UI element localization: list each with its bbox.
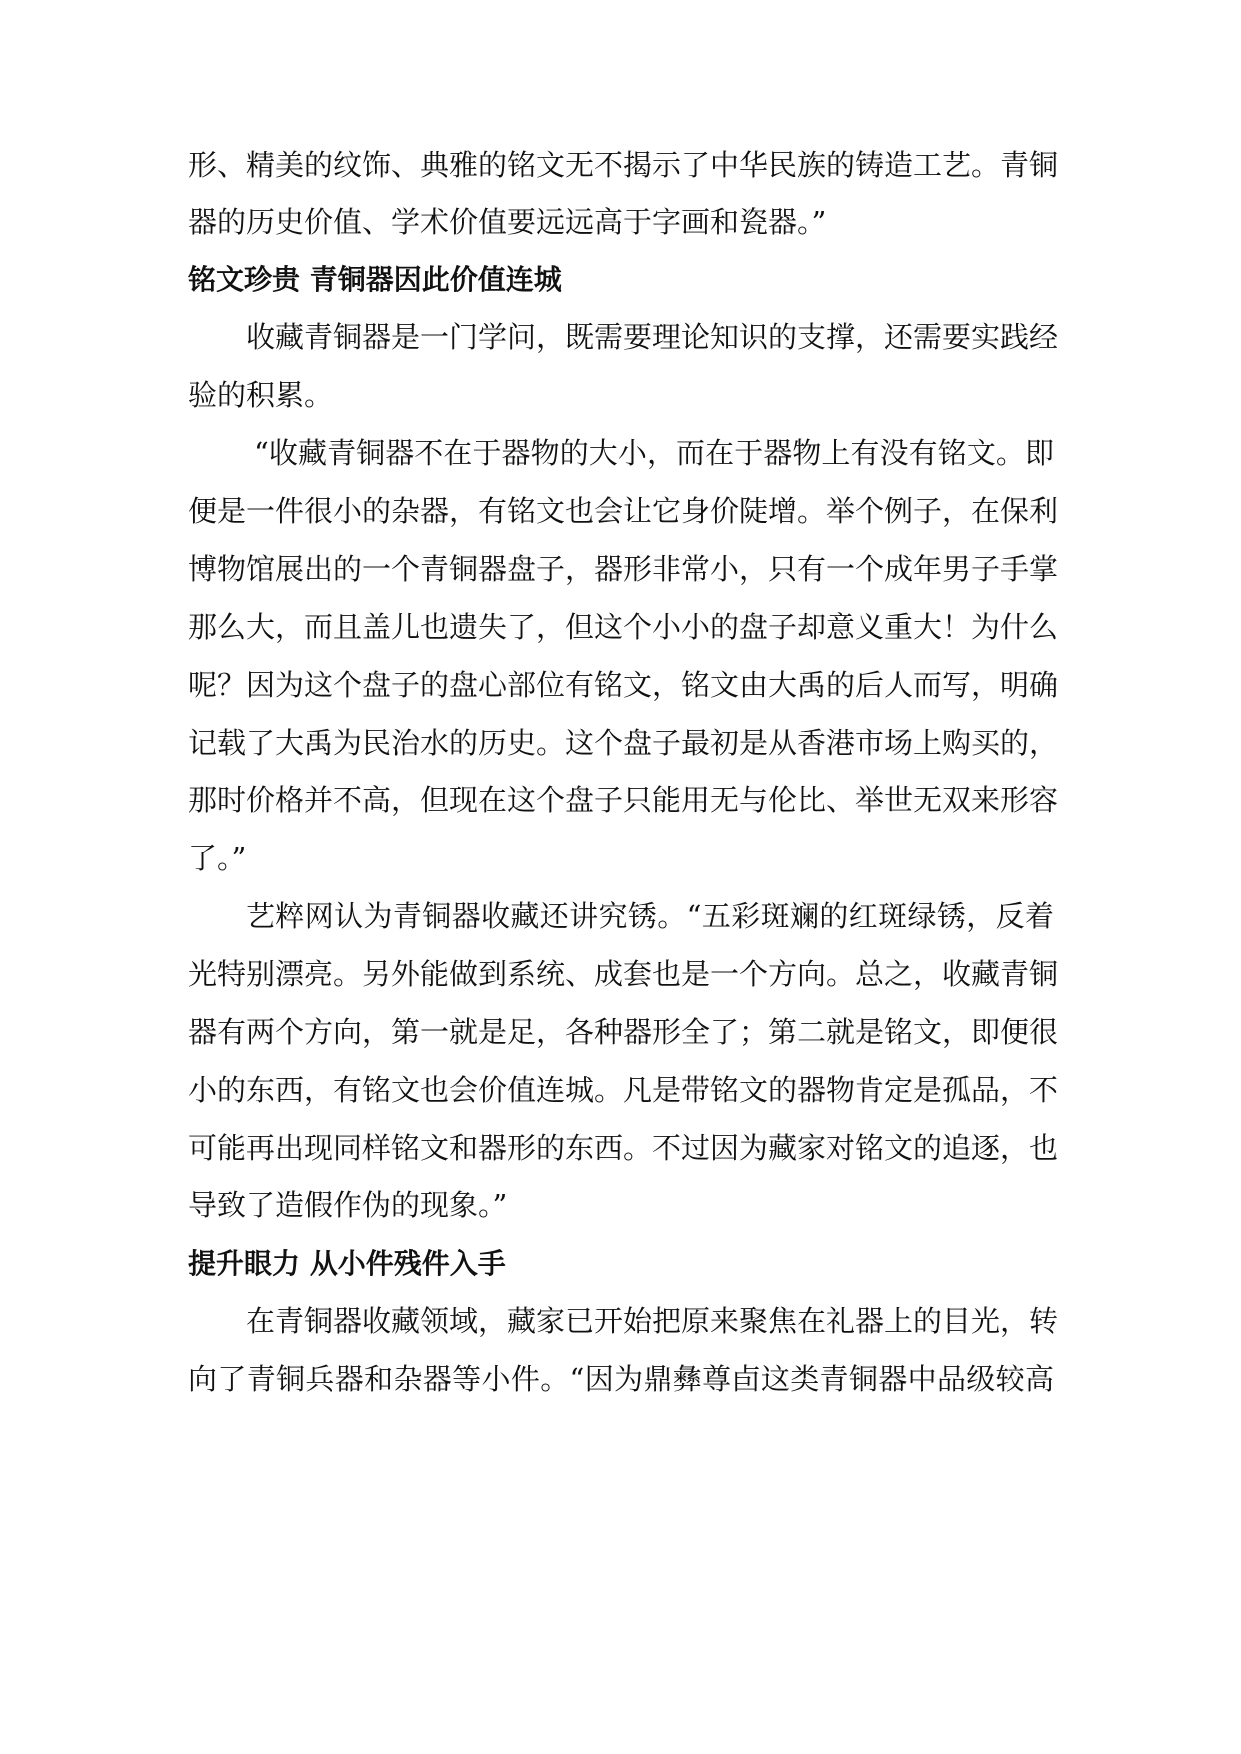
paragraph-line: 呢？因为这个盘子的盘心部位有铭文，铭文由大禹的后人而写，明确 [188,668,1059,702]
paragraph-line: 光特别漂亮。另外能做到系统、成套也是一个方向。总之，收藏青铜 [188,957,1059,991]
paragraph-line: 博物馆展出的一个青铜器盘子，器形非常小，只有一个成年男子手掌 [188,552,1059,586]
paragraph-line: 导致了造假作伪的现象。” [188,1188,508,1222]
paragraph-line: 艺粹网认为青铜器收藏还讲究锈。“五彩斑斓的红斑绿锈，反着 [246,899,1054,933]
paragraph-line: 便是一件很小的杂器，有铭文也会让它身价陡增。举个例子，在保利 [188,494,1059,528]
paragraph-line: 收藏青铜器是一门学问，既需要理论知识的支撑，还需要实践经 [246,320,1059,354]
paragraph-line: 向了青铜兵器和杂器等小件。“因为鼎彝尊卣这类青铜器中品级较高 [188,1362,1054,1396]
section-heading: 铭文珍贵 青铜器因此价值连城 [188,263,562,296]
paragraph-line: 那时价格并不高，但现在这个盘子只能用无与伦比、举世无双来形容 [188,783,1059,817]
paragraph-line: 器的历史价值、学术价值要远远高于字画和瓷器。” [188,205,827,239]
paragraph-line: 在青铜器收藏领域，藏家已开始把原来聚焦在礼器上的目光，转 [246,1304,1059,1338]
section-heading: 提升眼力 从小件残件入手 [188,1247,506,1280]
paragraph-line: 器有两个方向，第一就是足，各种器形全了；第二就是铭文，即便很 [188,1015,1059,1049]
paragraph-line: 那么大，而且盖儿也遗失了，但这个小小的盘子却意义重大！为什么 [188,610,1059,644]
paragraph-line: “收藏青铜器不在于器物的大小，而在于器物上有没有铭文。即 [254,436,1054,470]
paragraph-line: 可能再出现同样铭文和器形的东西。不过因为藏家对铭文的追逐，也 [188,1131,1059,1165]
paragraph-line: 记载了大禹为民治水的历史。这个盘子最初是从香港市场上购买的， [188,726,1059,760]
paragraph-line: 了。” [188,841,247,875]
paragraph-line: 验的积累。 [188,378,334,412]
paragraph-line: 小的东西，有铭文也会价值连城。凡是带铭文的器物肯定是孤品，不 [188,1073,1059,1107]
paragraph-line: 形、精美的纹饰、典雅的铭文无不揭示了中华民族的铸造工艺。青铜 [188,148,1059,182]
